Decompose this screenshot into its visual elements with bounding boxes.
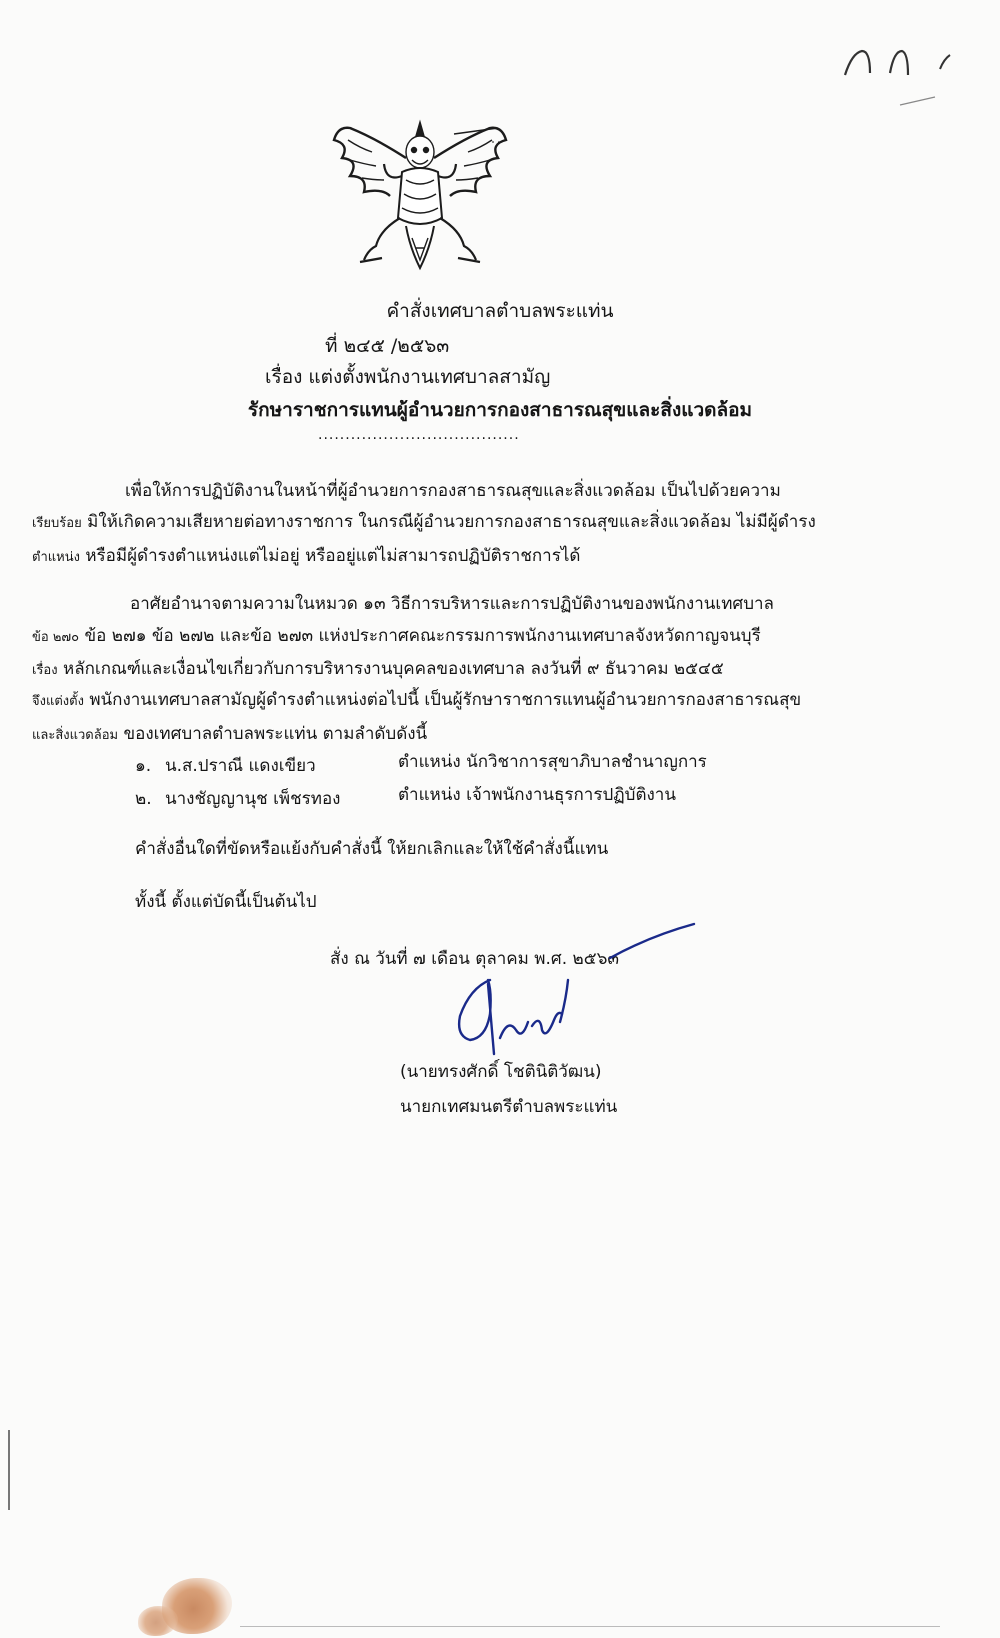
handwritten-page-number <box>840 45 980 115</box>
closing-line-2: ทั้งนี้ ตั้งแต่บัดนี้เป็นต้นไป <box>135 892 317 912</box>
paragraph-1-line-2-text: มิให้เกิดความเสียหายต่อทางราชการ ในกรณีผู้อำนวยการกองสาธารณสุขและสิ่งแวดล้อม ไม่มีผู้ดำรง <box>87 512 816 532</box>
paragraph-2-line-2-lead: ข้อ ๒๗๐ <box>32 630 80 645</box>
paper-stain-small <box>138 1606 178 1636</box>
garuda-emblem <box>320 118 520 283</box>
appointee-1-name: น.ส.ปราณี แดงเขียว <box>165 756 316 776</box>
paragraph-2-line-5 <box>32 720 427 747</box>
paragraph-2-line-1: อาศัยอำนาจตามความในหมวด ๑๓ วิธีการบริหารและการปฏิบัติงานของพนักงานเทศบาล <box>130 594 774 614</box>
order-title: คำสั่งเทศบาลตำบลพระแท่น <box>386 300 614 322</box>
appointee-2-name: นางชัญญานุช เพ็ชรทอง <box>165 789 341 809</box>
appointee-1-position: ตำแหน่ง นักวิชาการสุขาภิบาลชำนาญการ <box>398 752 707 772</box>
paragraph-2-line-5-lead: และสิ่งแวดล้อม <box>32 728 119 743</box>
signatory-name: (นายทรงศักดิ์ โชตินิติวัฒน) <box>400 1062 602 1082</box>
paragraph-1-line-3-lead: ตำแหน่ง <box>32 550 80 565</box>
paragraph-2-line-5-text: ของเทศบาลตำบลพระแท่น ตามลำดับดังนี้ <box>123 724 428 744</box>
closing-line-1: คำสั่งอื่นใดที่ขัดหรือแย้งกับคำสั่งนี้ ให้ยกเลิกและให้ใช้คำสั่งนี้แทน <box>135 839 609 859</box>
appointee-2-position: ตำแหน่ง เจ้าพนักงานธุรการปฏิบัติงาน <box>398 785 676 805</box>
paragraph-2-line-4-lead: จึงแต่งตั้ง <box>32 694 84 709</box>
paragraph-2-line-2-text: ข้อ ๒๗๑ ข้อ ๒๗๒ และข้อ ๒๗๓ แห่งประกาศคณะกรรมการพนักงานเทศบาลจังหวัดกาญจนบุรี <box>84 626 761 646</box>
title-separator-dots: ..................................... <box>318 427 520 443</box>
subject-line: เรื่อง แต่งตั้งพนักงานเทศบาลสามัญ <box>265 366 551 388</box>
order-number: ที่ ๒๔๕ /๒๕๖๓ <box>325 335 450 357</box>
paragraph-2-line-4 <box>32 686 801 713</box>
signatory-title: นายกเทศมนตรีตำบลพระแท่น <box>400 1097 618 1117</box>
paragraph-1-line-2-lead: เรียบร้อย <box>32 516 82 531</box>
paragraph-1-line-2 <box>32 508 816 535</box>
paragraph-2-line-3-text: หลักเกณฑ์และเงื่อนไขเกี่ยวกับการบริหารงานบุคคลของเทศบาล ลงวันที่ ๙ ธันวาคม ๒๕๔๕ <box>63 659 724 679</box>
signature <box>450 918 710 1078</box>
paragraph-2-line-3-lead: เรื่อง <box>32 663 58 678</box>
scan-edge-line <box>8 1430 10 1510</box>
bottom-rule <box>240 1626 940 1627</box>
order-date: สั่ง ณ วันที่ ๗ เดือน ตุลาคม พ.ศ. ๒๕๖๓ <box>330 949 619 969</box>
paragraph-2-line-2 <box>32 622 761 649</box>
paragraph-1-line-3 <box>32 542 580 569</box>
subject-line-2: รักษาราชการแทนผู้อำนวยการกองสาธารณสุขและสิ่งแวดล้อม <box>247 399 753 421</box>
paragraph-2-line-3 <box>32 655 724 682</box>
paragraph-1-line-1: เพื่อให้การปฏิบัติงานในหน้าที่ผู้อำนวยการกองสาธารณสุขและสิ่งแวดล้อม เป็นไปด้วยความ <box>125 481 781 501</box>
paragraph-2-line-4-text: พนักงานเทศบาลสามัญผู้ดำรงตำแหน่งต่อไปนี้ เป็นผู้รักษาราชการแทนผู้อำนวยการกองสาธารณสุข <box>89 690 802 710</box>
appointee-2-number: ๒. <box>135 789 152 809</box>
appointee-1-number: ๑. <box>135 756 152 776</box>
paragraph-1-line-3-text: หรือมีผู้ดำรงตำแหน่งแต่ไม่อยู่ หรืออยู่แต่ไม่สามารถปฏิบัติราชการได้ <box>85 546 581 566</box>
